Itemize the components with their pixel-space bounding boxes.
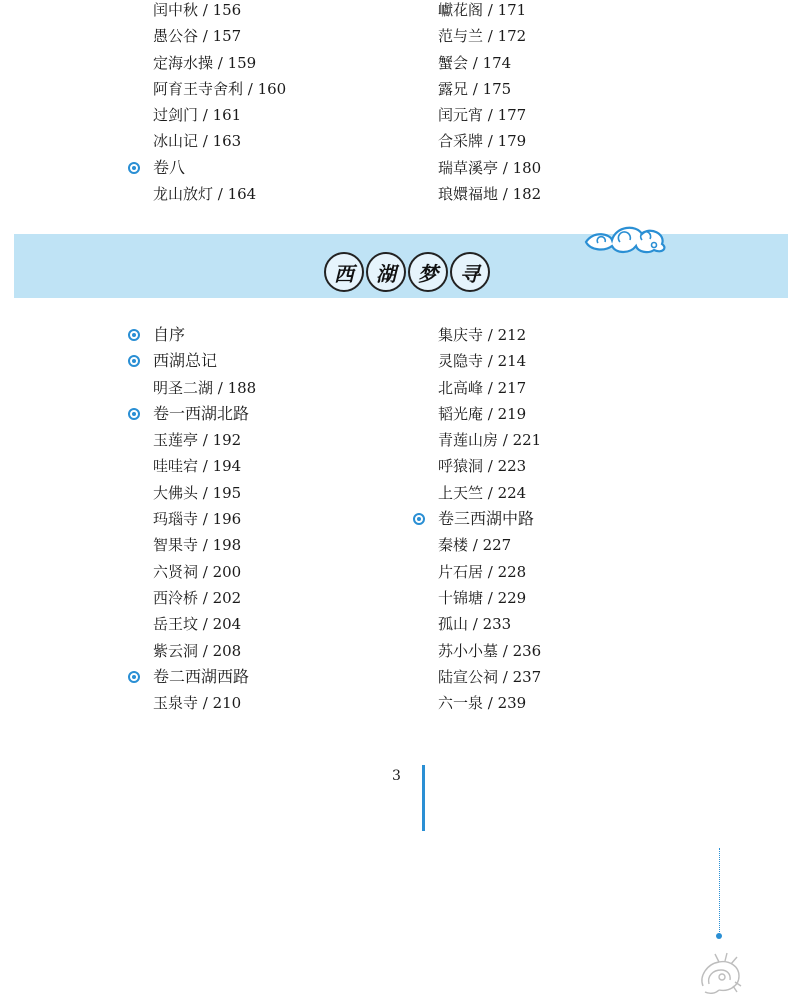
toc-entry bbox=[438, 664, 541, 690]
toc-entry bbox=[438, 480, 541, 506]
toc-entry bbox=[153, 375, 256, 401]
toc-entry bbox=[153, 480, 256, 506]
toc-entry bbox=[153, 638, 256, 664]
toc-entry-text: 露兄 / 175 bbox=[438, 79, 512, 98]
toc-entry-text: 琅嬛福地 / 182 bbox=[438, 185, 542, 204]
toc-list-bottom-left bbox=[153, 322, 256, 716]
toc-entry bbox=[153, 102, 286, 128]
cloud-icon bbox=[580, 212, 670, 256]
toc-section-heading bbox=[153, 401, 256, 427]
toc-entry bbox=[438, 638, 541, 664]
bullet-circle-icon bbox=[128, 329, 140, 341]
toc-entry-text: 合采牌 / 179 bbox=[438, 132, 527, 151]
toc-entry-text: 冰山记 / 163 bbox=[153, 132, 242, 151]
toc-entry-text: 阿育王寺舍利 / 160 bbox=[153, 79, 287, 98]
toc-entry-text: 集庆寺 / 212 bbox=[438, 326, 527, 344]
toc-entry bbox=[153, 181, 286, 207]
toc-entry bbox=[153, 128, 286, 154]
toc-entry bbox=[438, 181, 541, 207]
toc-entry bbox=[153, 585, 256, 611]
page-number: 3 bbox=[392, 768, 401, 784]
toc-entry-text: 玉泉寺 / 210 bbox=[153, 694, 242, 713]
toc-entry bbox=[438, 375, 541, 401]
decorative-dot bbox=[716, 933, 722, 939]
toc-entry bbox=[153, 690, 256, 716]
toc-entry-text: 大佛头 / 195 bbox=[153, 483, 242, 502]
bullet-circle-icon bbox=[128, 408, 140, 420]
toc-entry-text: 上天竺 / 224 bbox=[438, 483, 527, 502]
toc-entry-text: 十锦塘 / 229 bbox=[438, 588, 527, 607]
title-char: 寻 bbox=[450, 252, 490, 292]
toc-entry-text: 紫云洞 / 208 bbox=[153, 641, 242, 660]
toc-list-top-right bbox=[438, 0, 541, 207]
toc-section-heading bbox=[438, 506, 541, 532]
toc-entry-text: 哇哇宕 / 194 bbox=[153, 457, 242, 476]
toc-entry bbox=[438, 427, 541, 453]
toc-entry-text: 秦楼 / 227 bbox=[438, 536, 512, 555]
toc-entry-text: 孤山 / 233 bbox=[438, 615, 512, 634]
decorative-dotted-line bbox=[719, 848, 720, 932]
toc-entry-text: 明圣二湖 / 188 bbox=[153, 378, 257, 397]
toc-entry bbox=[153, 532, 256, 558]
title-char: 湖 bbox=[366, 252, 406, 292]
toc-entry bbox=[153, 50, 286, 76]
toc-section-heading bbox=[153, 348, 256, 374]
toc-entry-text: 愚公谷 / 157 bbox=[153, 27, 242, 46]
toc-entry-text: 过剑门 / 161 bbox=[153, 106, 242, 125]
toc-entry-text: 玉莲亭 / 192 bbox=[153, 431, 242, 450]
toc-entry-text: 龙山放灯 / 164 bbox=[153, 185, 257, 204]
toc-entry-text: 陆宣公祠 / 237 bbox=[438, 667, 542, 686]
toc-entry bbox=[438, 155, 541, 181]
toc-entry-text: 瑞草溪亭 / 180 bbox=[438, 158, 542, 177]
toc-entry bbox=[153, 559, 256, 585]
toc-entry-text: 卷一西湖北路 bbox=[153, 403, 250, 423]
toc-entry bbox=[153, 427, 256, 453]
toc-section-heading bbox=[153, 322, 256, 348]
toc-entry bbox=[438, 690, 541, 716]
toc-entry-text: 定海水操 / 159 bbox=[153, 53, 257, 72]
toc-entry-text: 卷三西湖中路 bbox=[438, 509, 535, 529]
toc-entry-text: 范与兰 / 172 bbox=[438, 27, 527, 46]
toc-entry-text: 闰元宵 / 177 bbox=[438, 106, 527, 125]
toc-entry bbox=[153, 23, 286, 49]
toc-entry bbox=[438, 401, 541, 427]
dragon-icon bbox=[695, 948, 745, 998]
toc-entry bbox=[153, 506, 256, 532]
toc-section-heading bbox=[153, 155, 286, 181]
toc-entry bbox=[438, 76, 541, 102]
toc-entry-text: 西湖总记 bbox=[153, 351, 218, 371]
toc-entry bbox=[438, 348, 541, 374]
toc-entry-text: 六一泉 / 239 bbox=[438, 694, 527, 713]
bullet-circle-icon bbox=[128, 355, 140, 367]
toc-entry bbox=[438, 322, 541, 348]
toc-entry-text: 自序 bbox=[153, 325, 186, 344]
toc-entry-text: 蟹会 / 174 bbox=[438, 53, 512, 72]
toc-entry-text: 北高峰 / 217 bbox=[438, 378, 527, 397]
title-char: 梦 bbox=[408, 252, 448, 292]
toc-list-bottom-right bbox=[438, 322, 541, 716]
toc-entry bbox=[438, 50, 541, 76]
toc-entry-text: 苏小小墓 / 236 bbox=[438, 641, 542, 660]
toc-entry bbox=[438, 102, 541, 128]
toc-entry bbox=[438, 611, 541, 637]
toc-entry bbox=[438, 23, 541, 49]
toc-entry bbox=[438, 128, 541, 154]
toc-entry bbox=[153, 0, 286, 23]
toc-entry-text: 玛瑙寺 / 196 bbox=[153, 510, 242, 529]
bullet-circle-icon bbox=[128, 162, 140, 174]
toc-entry-text: 巘花阁 / 171 bbox=[438, 1, 527, 19]
toc-entry-text: 智果寺 / 198 bbox=[153, 536, 242, 555]
toc-entry-text: 卷二西湖西路 bbox=[153, 666, 250, 686]
toc-entry bbox=[438, 559, 541, 585]
toc-entry bbox=[438, 0, 541, 23]
toc-entry-text: 灵隐寺 / 214 bbox=[438, 352, 527, 371]
bullet-circle-icon bbox=[413, 513, 425, 525]
toc-entry-text: 青莲山房 / 221 bbox=[438, 431, 542, 450]
toc-list-top-left bbox=[153, 0, 286, 207]
toc-entry-text: 闰中秋 / 156 bbox=[153, 1, 242, 19]
toc-entry-text: 卷八 bbox=[153, 157, 186, 177]
title-char: 西 bbox=[324, 252, 364, 292]
toc-entry bbox=[438, 532, 541, 558]
section-title bbox=[324, 252, 490, 292]
toc-entry bbox=[153, 76, 286, 102]
toc-entry-text: 岳王坟 / 204 bbox=[153, 615, 242, 634]
toc-entry bbox=[438, 585, 541, 611]
toc-entry-text: 呼猿洞 / 223 bbox=[438, 457, 527, 476]
toc-entry-text: 片石居 / 228 bbox=[438, 562, 527, 581]
toc-entry bbox=[153, 611, 256, 637]
bullet-circle-icon bbox=[128, 671, 140, 683]
toc-entry bbox=[438, 453, 541, 479]
toc-entry bbox=[153, 453, 256, 479]
toc-entry-text: 六贤祠 / 200 bbox=[153, 562, 242, 581]
page-number-bar bbox=[422, 765, 425, 831]
toc-section-heading bbox=[153, 664, 256, 690]
toc-entry-text: 西泠桥 / 202 bbox=[153, 588, 242, 607]
toc-entry-text: 韬光庵 / 219 bbox=[438, 404, 527, 423]
